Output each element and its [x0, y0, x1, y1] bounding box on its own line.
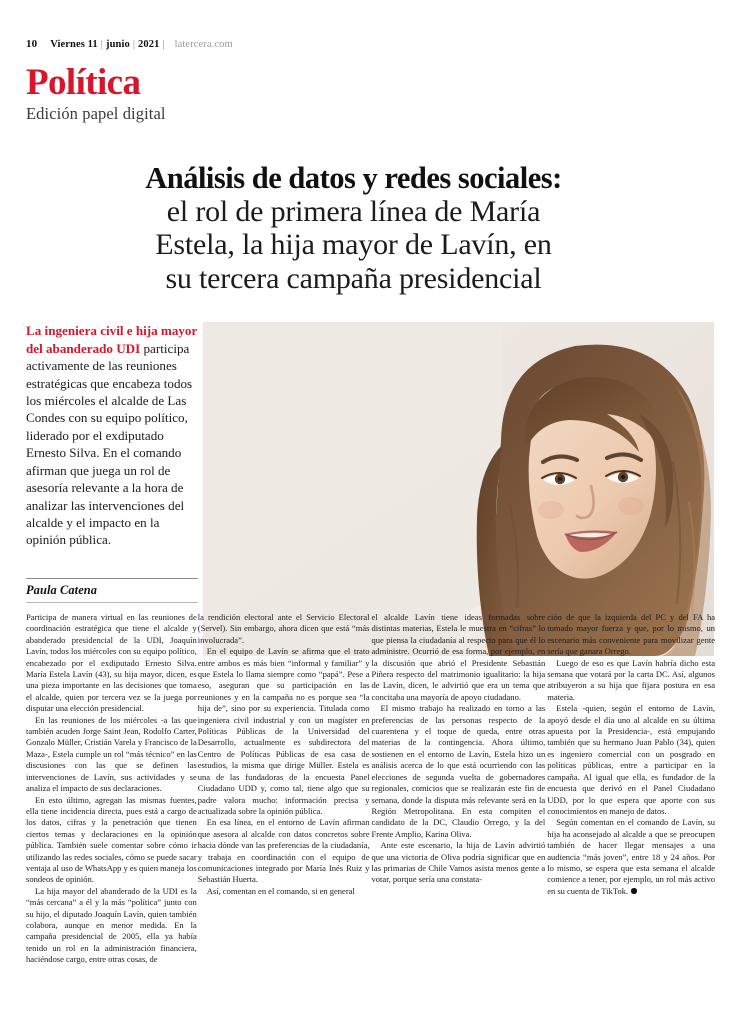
lead-body: participa activamente de las reuniones estratégicas que encabeza todos los miércoles el alcalde de Las Condes con su equipo político, liderado por el exdiputado Ernesto Silva. En el comando afirman que juega un rol de asesoría relevante a la hora de analizar las intervenciones del alcalde y el impacto en la opinión pública. — [26, 340, 193, 548]
byline-rule-bottom — [26, 602, 198, 603]
byline-author: Paula Catena — [26, 583, 98, 597]
paragraph-text: Según comentan en el comando de Lavín, su hija ha aconsejado al alcalde a que se preocupen también de hacer llegar mensajes a una audiencia “más joven”, entre 18 y 24 años. Por lo mismo, se espera que esta semana el alcalde comience a tener, por ejemplo, un rol más activo en su cuenta de TikTok. — [547, 817, 716, 896]
page-number: 10 — [26, 38, 38, 50]
folio-separator-3: | — [162, 39, 165, 50]
article-headline — [26, 161, 681, 296]
headline-kicker: Análisis de datos y redes sociales: — [145, 160, 562, 195]
paragraph: El mismo trabajo ha realizado en torno a las preferencias de las personas respecto de la cuarentena y el toque de queda, entre otras materias de la contingencia. Ahora último, sostienen en el entorno de Lavín, Estela hizo un análisis acerca de lo que está ocurriendo con las elecciones de segunda vuelta de gobernadores regionales, comicios que se realizarán este fin de semana, donde la disputa más relevante será en la Región Metropolitana. En esta compiten el candidato de la DC, Claudio Orrego, y la del Frente Amplio, Karina Oliva. — [371, 703, 546, 839]
article-body — [26, 612, 715, 1004]
portrait-illustration — [203, 322, 714, 656]
headline-deck-line-3: su tercera campaña presidencial — [165, 261, 542, 295]
body-column-4 — [545, 612, 715, 1004]
body-column-3 — [370, 612, 546, 1004]
lead-highlight: La ingeniera civil e hija mayor del abanderado UDI — [26, 323, 198, 356]
paragraph: En el equipo de Lavín se afirma que el trato entre ambos es más bien “informal y familiar” y que Estela lo llama siempre como “papá”. Pese a eso, aseguran que su participación en las reuniones y en la campaña no es porque sea “la hija de”, sino por su experiencia. Titulada como ingeniera civil industrial y con un magíster en Políticas Públicas de la Universidad del Desarrollo, actualmente es subdirectora del Centro de Políticas Públicas de esa casa de estudios, la misma que dirige Müller. Estela es una de las fundadoras de la encuesta Panel Ciudadano UDD y, como tal, tiene algo que su padre valora mucho: información precisa y actualizada sobre la opinión pública. — [197, 646, 370, 816]
body-column-1 — [26, 612, 197, 1004]
paragraph: Ante este escenario, la hija de Lavín advirtió que una victoria de Oliva podría significar que en las primarias de Chile Vamos asista menos gente a votar, porque sería una constata- — [371, 840, 546, 885]
paragraph: ción de que la izquierda del PC y del FA ha tomado mayor fuerza y que, por lo mismo, un escenario más conveniente para movilizar gente sería que ganara Orrego. — [547, 612, 716, 657]
paragraph: En las reuniones de los miércoles -a las que también acuden Jorge Saint Jean, Rodolfo Carter, Gonzalo Müller, Cristián Varela y Francisco de la Maza-, Estela cumple un rol “más técnico” en las discusiones con las que se definen las intervenciones de Lavín, sus actividades y se analiza el impacto de sus declaraciones. — [26, 714, 197, 794]
folio-separator-2: | — [132, 39, 136, 50]
body-column-2 — [197, 612, 370, 1004]
section-subtitle: Edición papel digital — [26, 104, 166, 123]
paragraph: Luego de eso es que Lavín habría dicho esta semana que votará por la carta DC. Así, algunos atribuyeron a su hija que fijara postura en esa materia. — [547, 657, 716, 702]
folio-date-month: junio — [105, 39, 130, 50]
lead-paragraph — [26, 322, 198, 548]
paragraph: La hija mayor del abanderado de la UDI es la “más cercana” a él y la más “política” junto con su hijo, el diputado Joaquín Lavín, quien también colabora, aunque en menor medida. En la campaña presidencial de 2005, ella ya había tenido un rol en la administración financiera, haciéndose cargo, entre otras cosas, de — [26, 885, 197, 965]
article-photo — [203, 322, 714, 656]
folio-separator-1: | — [100, 39, 103, 50]
paragraph: Así, comentan en el comando, si en general — [206, 885, 355, 896]
site-url[interactable]: latercera.com — [174, 39, 233, 50]
folio-line — [26, 0, 715, 50]
paragraph: En esa línea, en el entorno de Lavín afirman que asesora al alcalde con datos concretos sobre hacia dónde van las preferencias de la ciudadanía, y trabaja en coordinación con el equipo de comunicaciones integrado por María Inés Ruiz y Sebastián Huerta. — [197, 817, 370, 885]
paragraph: la rendición electoral ante el Servicio Electoral (Servel). Sin embargo, ahora dicen que está “más involucrada”. — [197, 612, 370, 645]
paragraph: el alcalde Lavín tiene ideas formadas sobre distintas materias, Estela le muestra en “cifras” lo que piensa la ciudadanía al respecto para que él lo administre. Ocurrió de esa forma, por ejemplo, en la discusión que abrió el Presidente Sebastián Piñera respecto del matrimonio igualitario: la hija de Lavín, dicen, le advirtió que era un tema que concitaba una mayoría de apoyo ciudadano. — [371, 612, 546, 702]
headline-deck-line-2: Estela, la hija mayor de Lavín, en — [155, 228, 552, 262]
headline-deck-line-1: el rol de primera línea de María — [166, 194, 541, 228]
folio-date-day: Viernes 11 — [50, 39, 98, 50]
paragraph: En esto último, agregan las mismas fuentes, ella tiene incidencia directa, pues está a cargo de los datos, cifras y la penetración que tienen ciertos temas y declaraciones en la opinión pública. También suele comentar sobre cómo ir utilizando las redes sociales, cómo se puede sacar ventaja al uso de WhatsApp y es quien maneja los sondeos de opinión. — [26, 794, 197, 885]
section-title: Política — [26, 62, 141, 103]
end-mark-icon — [631, 888, 637, 894]
byline — [26, 578, 198, 603]
lead-and-photo-zone — [26, 322, 715, 658]
section-header — [26, 64, 715, 123]
folio-date-year: 2021 — [138, 39, 160, 50]
paragraph-final — [547, 817, 715, 897]
paragraph: Participa de manera virtual en las reuniones de coordinación estratégica que tiene el alcalde y abanderado presidencial de la UDI, Joaquín Lavín, todos los miércoles con su equipo político, encabezado por el exdiputado Ernesto Silva. María Estela Lavín (43), su hija mayor, dicen, es una pieza importante en las decisiones que toma el alcalde, quien por tercera vez se la juega por disputar una elección presidencial. — [26, 612, 197, 714]
paragraph: Estela -quien, según el entorno de Lavín, apoyó desde el día uno al alcalde en su última apuesta por la Presidencia-, está empujando también que su hermano Juan Pablo (34), quien es ingeniero comercial con un posgrado en políticas públicas, entre a participar en la campaña. Al igual que ella, es fundador de la encuesta que derivó en el Panel Ciudadano UDD, por lo que espera que aporte con sus conocimientos en manejo de datos. — [547, 703, 716, 816]
